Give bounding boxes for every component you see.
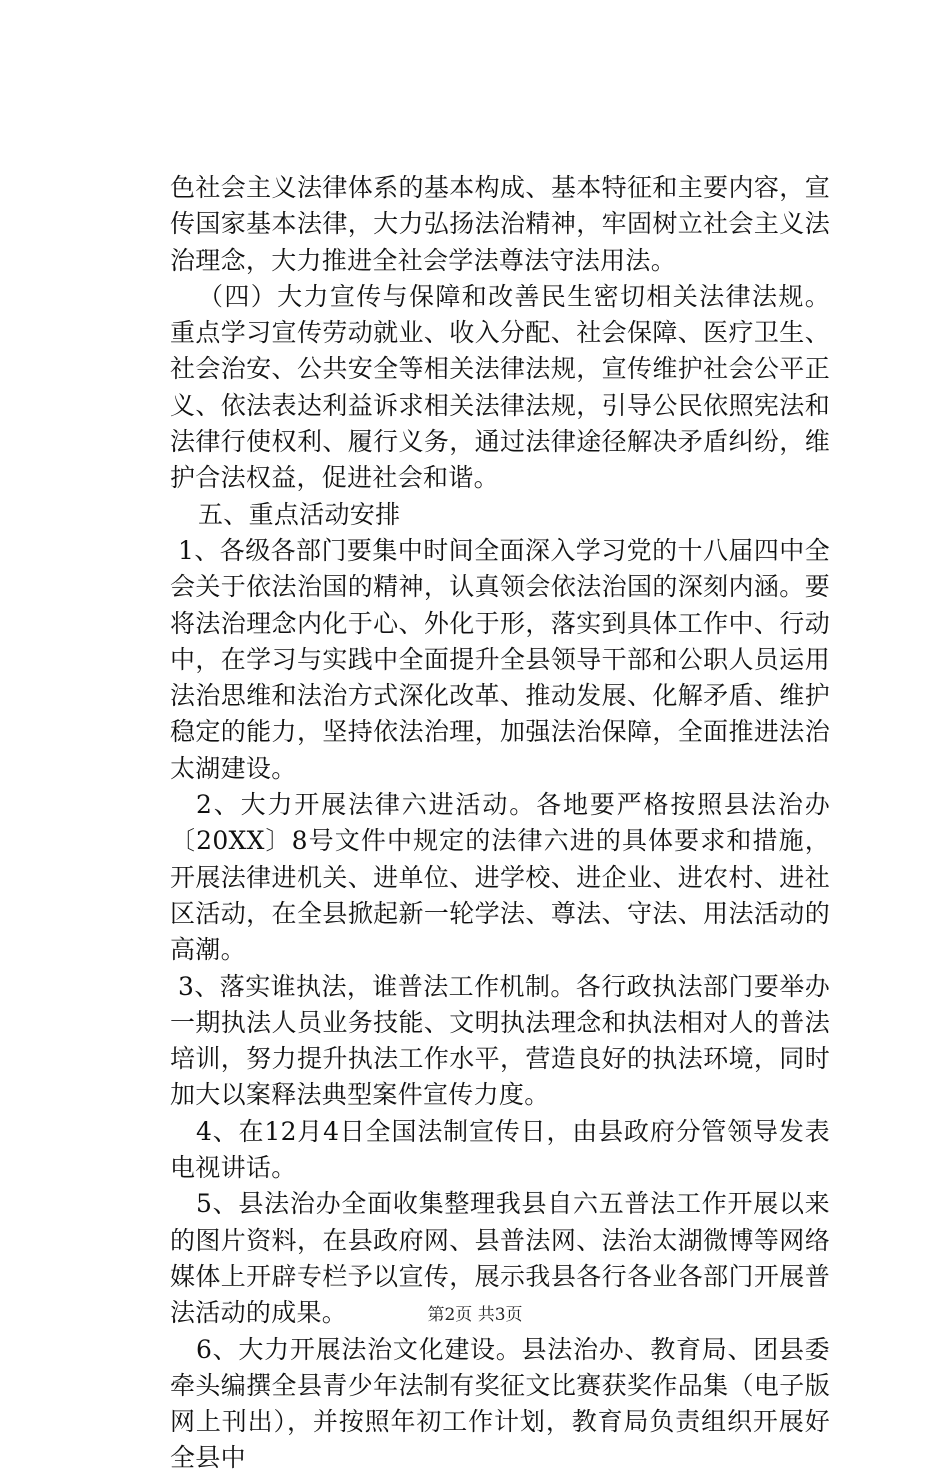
document-body	[170, 170, 830, 1477]
paragraph-item-6: 6、大力开展法治文化建设。县法治办、教育局、团县委牵头编撰全县青少年法制有奖征文比赛获奖作品集（电子版网上刊出），并按照年初工作计划，教育局负责组织开展好全县中	[170, 1334, 830, 1473]
paragraph-item-3: 3、落实谁执法，谁普法工作机制。各行政执法部门要举办一期执法人员业务技能、文明执法理念和执法相对人的普法培训，努力提升执法工作水平，营造良好的执法环境，同时加大以案释法典型案件宣传力度。	[170, 971, 830, 1110]
paragraph-item-1: 1、各级各部门要集中时间全面深入学习党的十八届四中全会关于依法治国的精神，认真领会依法治国的深刻内涵。要将法治理念内化于心、外化于形，落实到具体工作中、行动中，在学习与实践中全面提升全县领导干部和公职人员运用法治思维和法治方式深化改革、推动发展、化解矛盾、维护稳定的能力，坚持依法治理，加强法治保障，全面推进法治太湖建设。	[170, 535, 830, 783]
section-heading: 五、重点活动安排	[198, 499, 401, 529]
paragraph-2: （四）大力宣传与保障和改善民生密切相关法律法规。重点学习宣传劳动就业、收入分配、社会保障、医疗卫生、社会治安、公共安全等相关法律法规，宣传维护社会公平正义、依法表达利益诉求相关法律法规，引导公民依照宪法和法律行使权利、履行义务，通过法律途径解决矛盾纠纷，维护合法权益，促进社会和谐。	[170, 281, 830, 493]
paragraph-item-4: 4、在12月4日全国法制宣传日，由县政府分管领导发表电视讲话。	[170, 1116, 830, 1183]
paragraph-item-2: 2、大力开展法律六进活动。各地要严格按照县法治办〔20XX〕8号文件中规定的法律六进的具体要求和措施，开展法律进机关、进单位、进学校、进企业、进农村、进社区活动，在全县掀起新一轮学法、尊法、守法、用法活动的高潮。	[170, 790, 830, 965]
paragraph-item-5: 5、县法治办全面收集整理我县自六五普法工作开展以来的图片资料，在县政府网、县普法网、法治太湖微博等网络媒体上开辟专栏予以宣传，展示我县各行各业各部门开展普法活动的成果。	[170, 1189, 830, 1328]
page-number-footer: 第2页 共3页	[427, 1305, 523, 1325]
paragraph-1: 色社会主义法律体系的基本构成、基本特征和主要内容，宣传国家基本法律，大力弘扬法治精神，牢固树立社会主义法治理念，大力推进全社会学法尊法守法用法。	[170, 173, 830, 275]
